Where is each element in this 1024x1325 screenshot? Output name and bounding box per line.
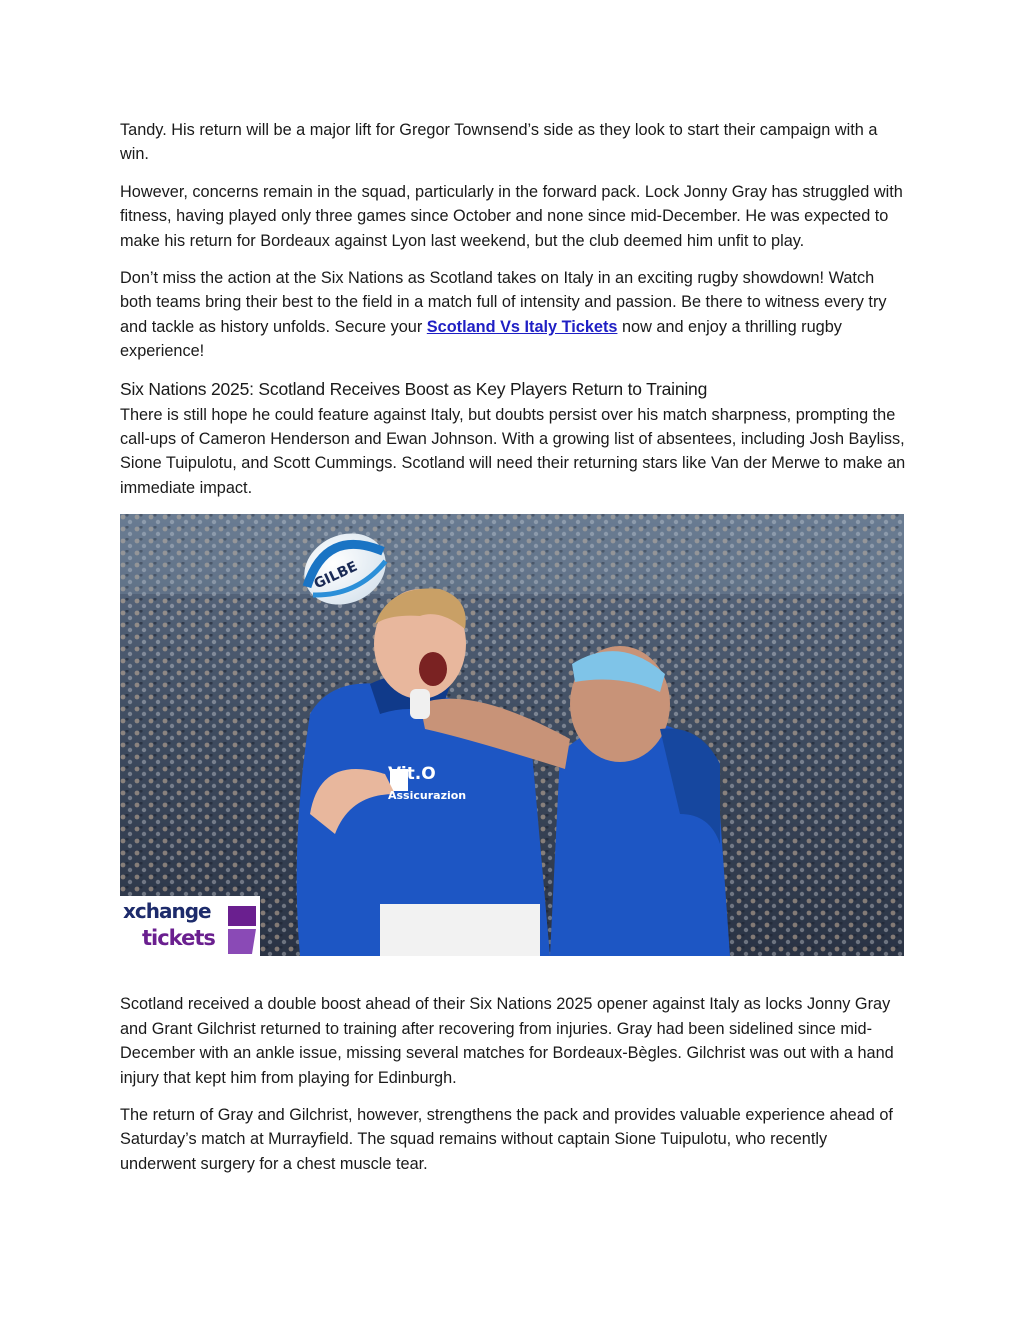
paragraph-3	[120, 266, 906, 364]
section-heading: Six Nations 2025: Scotland Receives Boost as Key Players Return to Training	[120, 378, 708, 399]
svg-text:GILBE: GILBE	[311, 558, 360, 593]
rugby-celebration-photo	[120, 514, 904, 956]
paragraph-3-text-a: Don’t miss the action at the Six Nations as Scotland takes on Italy in an exciting rugby showdown! Watch both teams bring their best to the field in a match full of intensity and passion. Be there to witness every try and tackle as history unfolds. Secure your	[120, 269, 887, 336]
scotland-vs-italy-tickets-link[interactable]: Scotland Vs Italy Tickets	[426, 317, 618, 336]
xchange-tickets-logo-graphic	[120, 896, 260, 956]
paragraph-3-text-b: now and enjoy a thrilling rugby experience!	[120, 317, 842, 361]
svg-text:xchange: xchange	[123, 899, 211, 924]
paragraph-5: Scotland received a double boost ahead of their Six Nations 2025 opener against Italy as locks Jonny Gray and Grant Gilchrist returned to training after recovering from injuries. Gray had been sidelined since mid-December with an ankle issue, missing several matches for Bordeaux-Bègles. Gilchrist was out with a hand injury that kept him from playing for Edinburgh.	[120, 995, 894, 1087]
paragraph-1: Tandy. His return will be a major lift for Gregor Townsend’s side as they look to start their campaign with a win.	[120, 121, 878, 164]
paragraph-6: The return of Gray and Gilchrist, however, strengthens the pack and provides valuable experience ahead of Saturday’s match at Murrayfield. The squad remains without captain Sione Tuipulotu, who recently underwent surgery for a chest muscle tear.	[120, 1105, 893, 1173]
paragraph-4: There is still hope he could feature against Italy, but doubts persist over his match sharpness, prompting the call-ups of Cameron Henderson and Ewan Johnson. With a growing list of absentees, including Josh Bayliss, Sione Tuipulotu, and Scott Cummings. Scotland will need their returning stars like Van der Merwe to make an immediate impact.	[120, 405, 906, 497]
svg-text:Assicurazion: Assicurazion	[388, 789, 467, 803]
svg-text:tickets: tickets	[142, 926, 215, 951]
document-page	[120, 118, 906, 1176]
svg-text:Vit.O: Vit.O	[388, 764, 436, 785]
paragraph-2: However, concerns remain in the squad, particularly in the forward pack. Lock Jonny Gray has struggled with fitness, having played only three games since October and none since mid-December. He was expected to make his return for Bordeaux against Lyon last weekend, but the club deemed him unfit to play.	[120, 182, 903, 250]
